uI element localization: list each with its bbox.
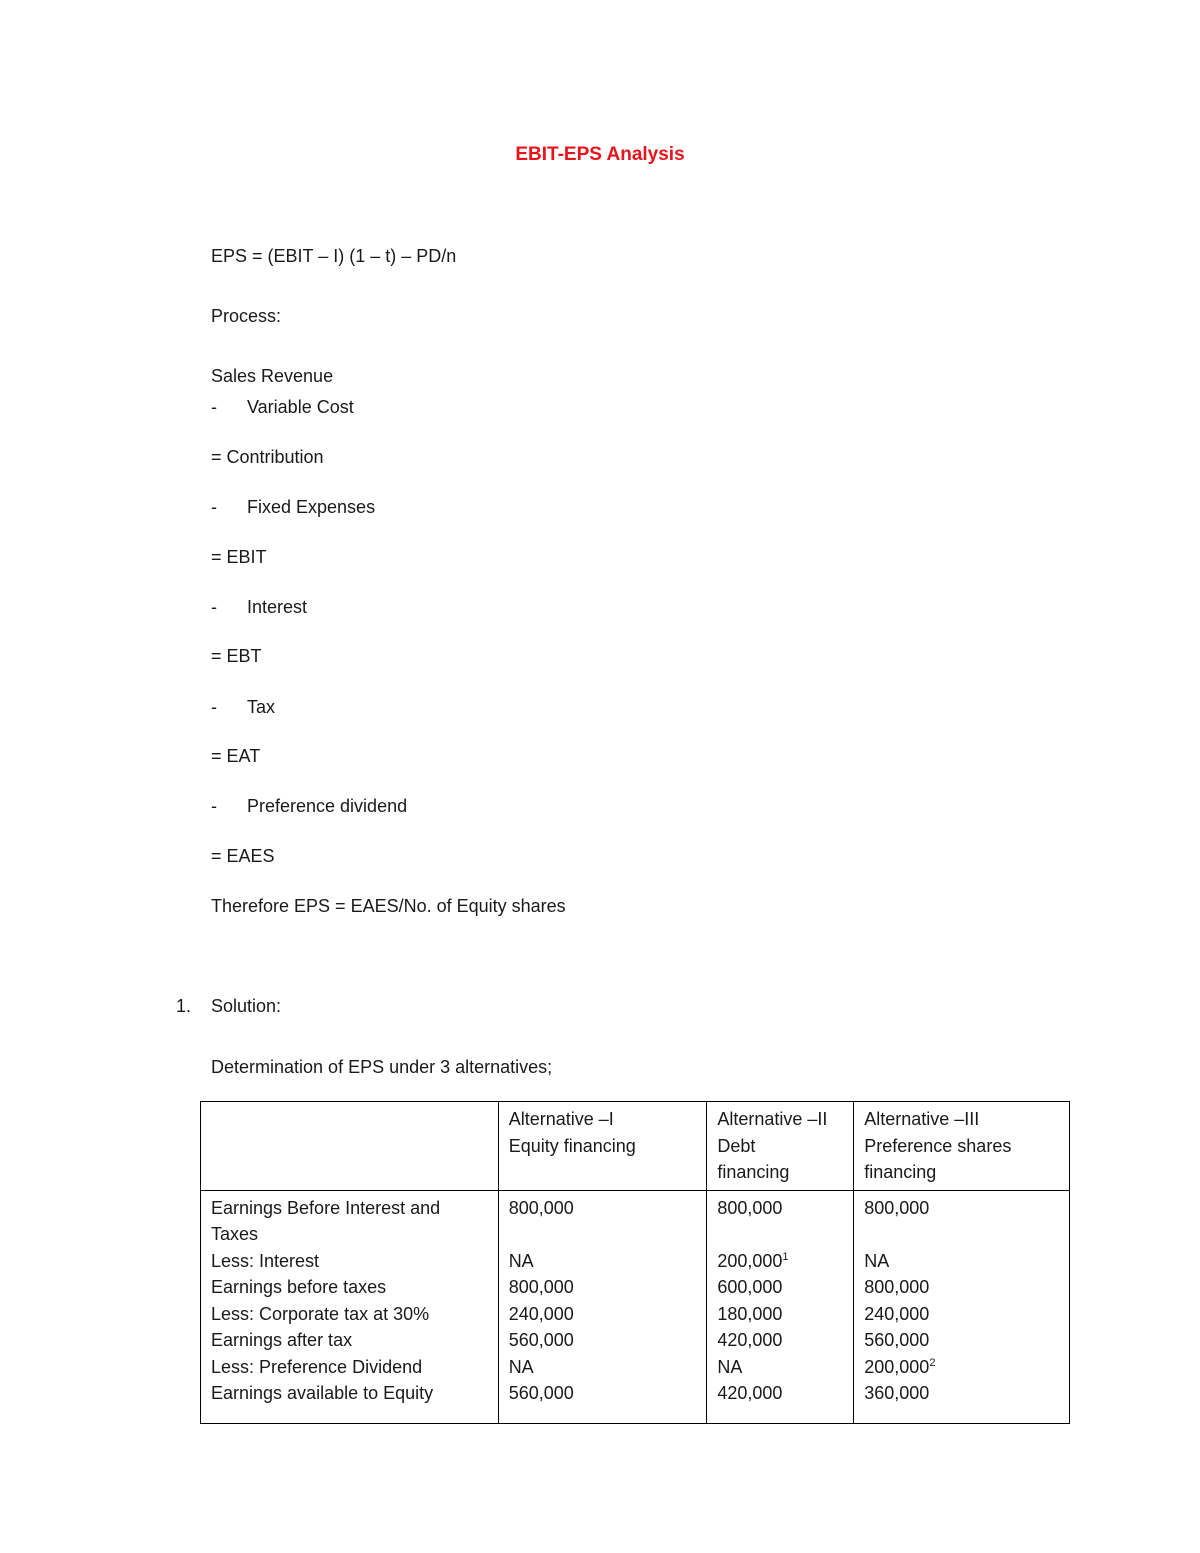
- alternative-1-values: [498, 1190, 707, 1423]
- step-sales-revenue: Sales Revenue: [211, 366, 334, 386]
- document-title: EBIT-EPS Analysis: [515, 144, 685, 165]
- header-line: Preference shares: [864, 1135, 1012, 1156]
- header-line: Alternative –III: [864, 1109, 980, 1129]
- header-line: Debt: [717, 1135, 756, 1156]
- row-labels-column: [201, 1190, 499, 1423]
- step-label: Variable Cost: [247, 397, 354, 417]
- footnote-marker: 1: [782, 1250, 789, 1263]
- spacer-line: [509, 1221, 697, 1248]
- list-number: 1.: [176, 996, 192, 1016]
- header-line: Equity financing: [508, 1135, 636, 1156]
- minus-marker: -: [211, 796, 217, 816]
- header-line: financing: [864, 1162, 937, 1182]
- value-cell: 180,000: [717, 1303, 783, 1324]
- value-cell-with-footnote: [864, 1354, 1059, 1381]
- footnote-marker: 2: [929, 1356, 936, 1369]
- header-alternative-2: [707, 1102, 854, 1191]
- step-label: Preference dividend: [247, 796, 408, 816]
- eps-formula: EPS = (EBIT – I) (1 – t) – PD/n: [211, 246, 457, 266]
- step-variable-cost: [211, 395, 354, 419]
- table-header-row: [201, 1102, 1070, 1191]
- step-label: Interest: [247, 597, 308, 617]
- value-cell: 560,000: [508, 1383, 574, 1403]
- header-line: financing: [717, 1162, 790, 1182]
- step-pref-dividend: [211, 794, 407, 818]
- spacer-line: [717, 1221, 843, 1248]
- header-line: Alternative –I: [508, 1109, 614, 1129]
- value-cell: 800,000: [508, 1277, 574, 1297]
- value-cell: 360,000: [864, 1383, 930, 1403]
- value-cell: 420,000: [717, 1330, 783, 1350]
- header-empty-cell: [201, 1102, 499, 1191]
- value-cell: NA: [508, 1356, 534, 1377]
- row-label: Earnings Before Interest and Taxes: [211, 1197, 441, 1244]
- step-label: Fixed Expenses: [247, 497, 376, 517]
- value-cell: 200,000: [717, 1250, 783, 1271]
- row-label: Earnings after tax: [211, 1330, 353, 1350]
- minus-marker: -: [211, 597, 217, 617]
- alternative-3-values: [854, 1190, 1070, 1423]
- step-contribution: = Contribution: [211, 447, 324, 467]
- value-cell: 600,000: [717, 1277, 783, 1297]
- value-cell: 800,000: [864, 1197, 930, 1218]
- solution-heading: Solution:: [211, 996, 282, 1016]
- row-label: Less: Corporate tax at 30%: [211, 1303, 430, 1324]
- value-cell: NA: [864, 1250, 890, 1271]
- eps-alternatives-table: [200, 1101, 1070, 1424]
- value-cell: 800,000: [508, 1197, 574, 1218]
- value-cell: NA: [717, 1356, 743, 1377]
- minus-marker: -: [211, 697, 217, 717]
- value-cell: 200,000: [864, 1356, 930, 1377]
- value-cell: 240,000: [508, 1303, 574, 1324]
- step-label: Tax: [247, 697, 276, 717]
- step-fixed-expenses: [211, 495, 375, 519]
- row-label: Earnings before taxes: [211, 1277, 387, 1297]
- value-cell: NA: [508, 1250, 534, 1271]
- header-alternative-3: [854, 1102, 1070, 1191]
- determination-text: Determination of EPS under 3 alternatives;: [211, 1057, 553, 1077]
- minus-marker: -: [211, 497, 217, 517]
- step-ebit: = EBIT: [211, 547, 267, 567]
- step-interest: [211, 595, 307, 619]
- step-ebt: = EBT: [211, 646, 262, 666]
- process-heading: Process:: [211, 306, 282, 326]
- value-cell: 560,000: [508, 1330, 574, 1350]
- value-cell-with-footnote: [717, 1248, 843, 1275]
- step-tax: [211, 695, 275, 719]
- row-label: Less: Preference Dividend: [211, 1356, 423, 1377]
- value-cell: 560,000: [864, 1330, 930, 1350]
- value-cell: 420,000: [717, 1383, 783, 1403]
- step-eat: = EAT: [211, 746, 261, 766]
- value-cell: 240,000: [864, 1303, 930, 1324]
- value-cell: 800,000: [717, 1197, 783, 1218]
- eps-conclusion: Therefore EPS = EAES/No. of Equity shares: [211, 896, 566, 916]
- value-cell: 800,000: [864, 1277, 930, 1297]
- header-alternative-1: [498, 1102, 707, 1191]
- row-label: Earnings available to Equity: [211, 1383, 434, 1403]
- spacer-line: [864, 1221, 1059, 1248]
- minus-marker: -: [211, 397, 217, 417]
- header-line: Alternative –II: [717, 1109, 828, 1129]
- row-label: Less: Interest: [211, 1250, 320, 1271]
- alternative-2-values: [707, 1190, 854, 1423]
- step-eaes: = EAES: [211, 846, 275, 866]
- table-row: [201, 1190, 1070, 1423]
